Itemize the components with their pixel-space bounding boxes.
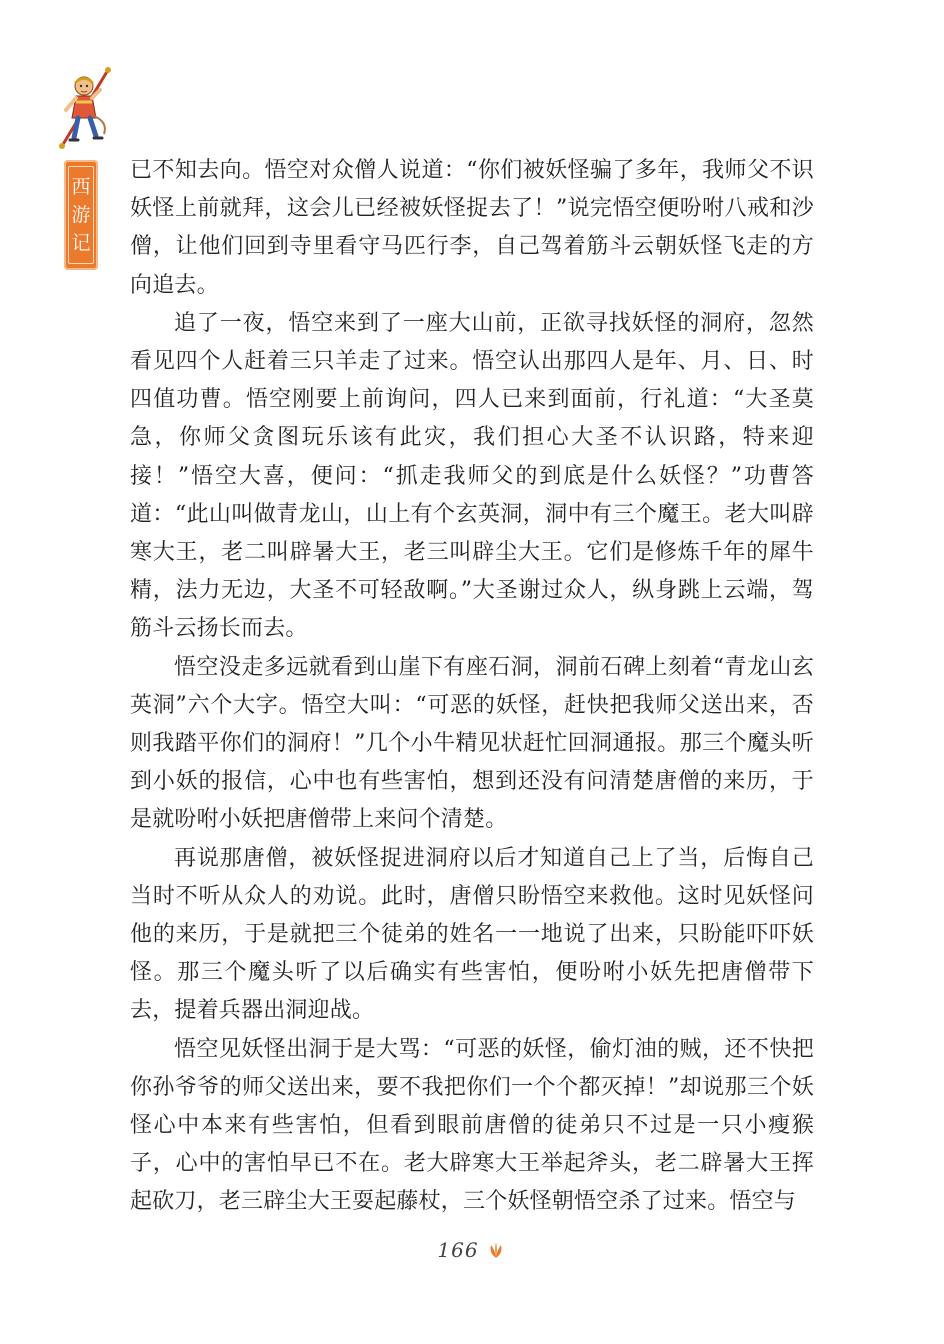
- paragraph-1: 已不知去向。悟空对众僧人说道：“你们被妖怪骗了多年，我师父不识妖怪上前就拜，这会儿已经被妖怪捉去了！”说完悟空便吩咐八戒和沙僧，让他们回到寺里看守马匹行李，自己驾着筋斗云朝妖怪飞走的方向追去。: [130, 158, 814, 298]
- page-footer: [0, 1238, 944, 1262]
- leaf-ornament-icon: [485, 1241, 507, 1259]
- book-title-char-3: 记: [71, 232, 91, 254]
- paragraph-3: 悟空没走多远就看到山崖下有座石洞，洞前石碑上刻着“青龙山玄英洞”六个大字。悟空大叫：“可恶的妖怪，赶快把我师父送出来，否则我踏平你们的洞府！”几个小牛精见状赶忙回洞通报。那三个魔头听到小妖的报信，心中也有些害怕，想到还没有问清楚唐僧的来历，于是就吩咐小妖把唐僧带上来问个清楚。: [130, 654, 814, 833]
- page-number: 166: [437, 1238, 479, 1262]
- book-title-char-1: 西: [71, 176, 91, 198]
- paragraph-5: 悟空见妖怪出洞于是大骂：“可恶的妖怪，偷灯油的贼，还不快把你孙爷爷的师父送出来，要不我把你们一个个都灭掉！”却说那三个妖怪心中本来有些害怕，但看到眼前唐僧的徒弟只不过是一只小瘦猴子，心中的害怕早已不在。老大辟寒大王举起斧头，老二辟暑大王挥起砍刀，老三辟尘大王耍起藤杖，三个妖怪朝悟空杀了过来。悟空与: [130, 1036, 814, 1215]
- paragraph-4: 再说那唐僧，被妖怪捉进洞府以后才知道自己上了当，后悔自己当时不听从众人的劝说。此时，唐僧只盼悟空来救他。这时见妖怪问他的来历，于是就把三个徒弟的姓名一一地说了出来，只盼能吓吓妖怪。那三个魔头听了以后确实有些害怕，便吩咐小妖先把唐僧带下去，提着兵器出洞迎战。: [130, 845, 814, 1024]
- monkey-king-icon: [54, 66, 116, 152]
- body-text: [130, 152, 814, 1222]
- book-title-tab: [64, 160, 98, 270]
- paragraph-2: 追了一夜，悟空来到了一座大山前，正欲寻找妖怪的洞府，忽然看见四个人赶着三只羊走了过来。悟空认出那四人是年、月、日、时四值功曹。悟空刚要上前询问，四人已来到面前，行礼道：“大圣莫急，你师父贪图玩乐该有此灾，我们担心大圣不认识路，特来迎接！”悟空大喜，便问：“抓走我师父的到底是什么妖怪？”功曹答道：“此山叫做青龙山，山上有个玄英洞，洞中有三个魔王。老大叫辟寒大王，老二叫辟暑大王，老三叫辟尘大王。它们是修炼千年的犀牛精，法力无边，大圣不可轻敌啊。”大圣谢过众人，纵身跳上云端，驾筋斗云扬长而去。: [130, 310, 814, 642]
- book-title-char-2: 游: [71, 204, 91, 226]
